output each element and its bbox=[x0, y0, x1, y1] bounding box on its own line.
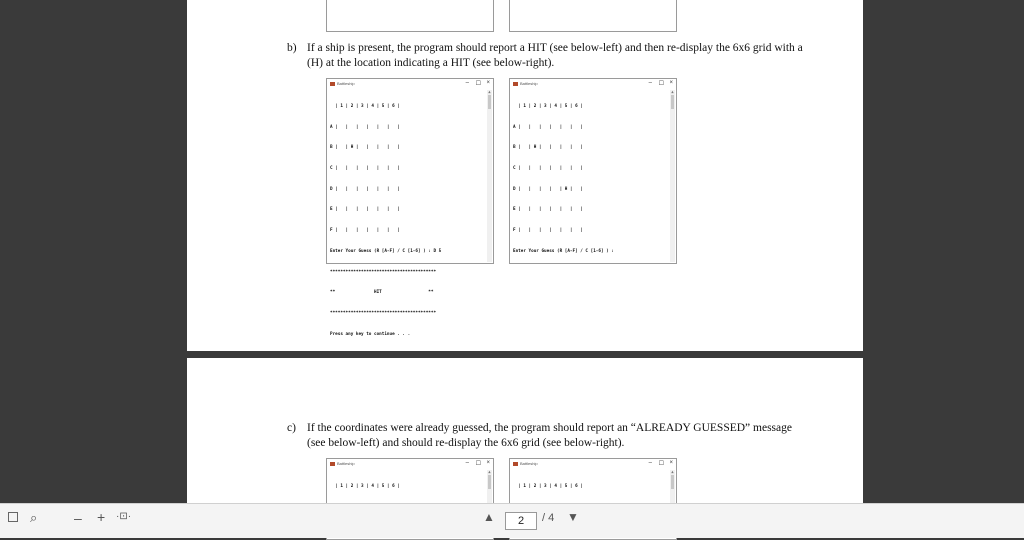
console-window-hit-grid bbox=[509, 78, 677, 264]
close-icon: × bbox=[669, 80, 673, 86]
thumbnails-icon[interactable] bbox=[8, 512, 18, 522]
console-line: | 1 | 2 | 3 | 4 | 5 | 6 | bbox=[513, 483, 583, 489]
console-scrollbar bbox=[670, 90, 675, 262]
console-line: D | | | | | | | bbox=[330, 186, 400, 192]
close-icon: × bbox=[669, 460, 673, 466]
console-line: Enter Your Guess (R [A-F] / C [1-6] ) : bbox=[513, 248, 614, 254]
scroll-up-icon: ▲ bbox=[671, 89, 674, 94]
console-titlebar bbox=[510, 79, 676, 90]
console-line: C | | | | | | | bbox=[330, 165, 400, 171]
console-output bbox=[513, 90, 668, 270]
scroll-thumb bbox=[671, 475, 674, 489]
console-title: Battleship bbox=[337, 81, 355, 86]
pdf-page-2 bbox=[187, 0, 863, 351]
maximize-icon: ☐ bbox=[658, 81, 664, 87]
console-app-icon bbox=[330, 82, 335, 86]
minimize-icon: – bbox=[465, 80, 469, 86]
console-title: Battleship bbox=[520, 461, 538, 466]
console-title: Battleship bbox=[337, 461, 355, 466]
section-c-label: c) bbox=[287, 422, 296, 434]
minimize-icon: – bbox=[465, 460, 469, 466]
console-titlebar bbox=[327, 79, 493, 90]
prev-console-left bbox=[326, 0, 494, 32]
scroll-up-icon: ▲ bbox=[488, 89, 491, 94]
console-app-icon bbox=[513, 462, 518, 466]
console-line: ***************************************** bbox=[330, 311, 437, 316]
page-number-input[interactable]: 2 bbox=[505, 512, 537, 530]
minimize-icon: – bbox=[648, 80, 652, 86]
console-line: F | | | | | | | bbox=[513, 228, 583, 234]
scroll-up-icon: ▲ bbox=[671, 469, 674, 474]
fit-page-button[interactable]: ·⊡· bbox=[116, 511, 132, 522]
console-line: D | | | | | H | | bbox=[513, 186, 583, 192]
zoom-in-button[interactable]: + bbox=[97, 509, 106, 525]
next-page-icon[interactable]: ▼ bbox=[567, 510, 579, 524]
zoom-out-button[interactable]: – bbox=[74, 510, 82, 526]
console-app-icon bbox=[513, 82, 518, 86]
console-line: E | | | | | | | bbox=[513, 207, 583, 213]
console-window-hit-report bbox=[326, 78, 494, 337]
console-line: A | | | | | | | bbox=[330, 124, 400, 130]
close-icon: × bbox=[486, 460, 490, 466]
close-icon: × bbox=[486, 80, 490, 86]
search-icon[interactable]: ⌕ bbox=[30, 510, 38, 525]
console-title: Battleship bbox=[520, 81, 538, 86]
console-line: ** HIT ** bbox=[330, 290, 434, 296]
prev-console-right bbox=[509, 0, 677, 32]
scroll-thumb bbox=[671, 95, 674, 109]
console-titlebar bbox=[510, 459, 676, 470]
maximize-icon: ☐ bbox=[658, 461, 664, 467]
maximize-icon: ☐ bbox=[475, 81, 481, 87]
pdf-page-3 bbox=[187, 358, 863, 518]
section-b-text: If a ship is present, the program should report a HIT (see below-left) and then re-display the 6x6 grid with a (H) at the location indicating a HIT (see below-right). bbox=[307, 42, 803, 69]
console-line: F | | | | | | | bbox=[330, 228, 400, 234]
console-titlebar bbox=[327, 459, 493, 470]
scroll-thumb bbox=[488, 475, 491, 489]
section-c-text: If the coordinates were already guessed, the program should report an “ALREADY GUESSED” message (see below-left) and should re-display the 6x6 grid (see below-right). bbox=[307, 422, 792, 449]
console-line: ***************************************** bbox=[330, 269, 437, 275]
console-output bbox=[330, 90, 485, 352]
maximize-icon: ☐ bbox=[475, 461, 481, 467]
page-total: / 4 bbox=[542, 512, 555, 524]
section-b-label: b) bbox=[287, 42, 297, 54]
console-line: C | | | | | | | bbox=[513, 165, 583, 171]
scroll-thumb bbox=[488, 95, 491, 109]
console-line: B | | H | | | | | bbox=[513, 145, 583, 151]
console-scrollbar bbox=[487, 90, 492, 262]
console-line: E | | | | | | | bbox=[330, 207, 400, 213]
console-line: B | | H | | | | | bbox=[330, 145, 400, 151]
minimize-icon: – bbox=[648, 460, 652, 466]
console-line: Press any key to continue . . . bbox=[330, 331, 411, 337]
console-line: Enter Your Guess (R [A-F] / C [1-6] ) : D 5 bbox=[330, 248, 442, 254]
console-line: | 1 | 2 | 3 | 4 | 5 | 6 | bbox=[330, 103, 400, 109]
console-line: | 1 | 2 | 3 | 4 | 5 | 6 | bbox=[513, 103, 583, 109]
scroll-up-icon: ▲ bbox=[488, 469, 491, 474]
previous-page-icon[interactable]: ▲ bbox=[483, 510, 495, 524]
console-app-icon bbox=[330, 462, 335, 466]
console-line: A | | | | | | | bbox=[513, 124, 583, 130]
pdf-toolbar bbox=[0, 503, 1024, 538]
console-line: | 1 | 2 | 3 | 4 | 5 | 6 | bbox=[330, 483, 400, 489]
